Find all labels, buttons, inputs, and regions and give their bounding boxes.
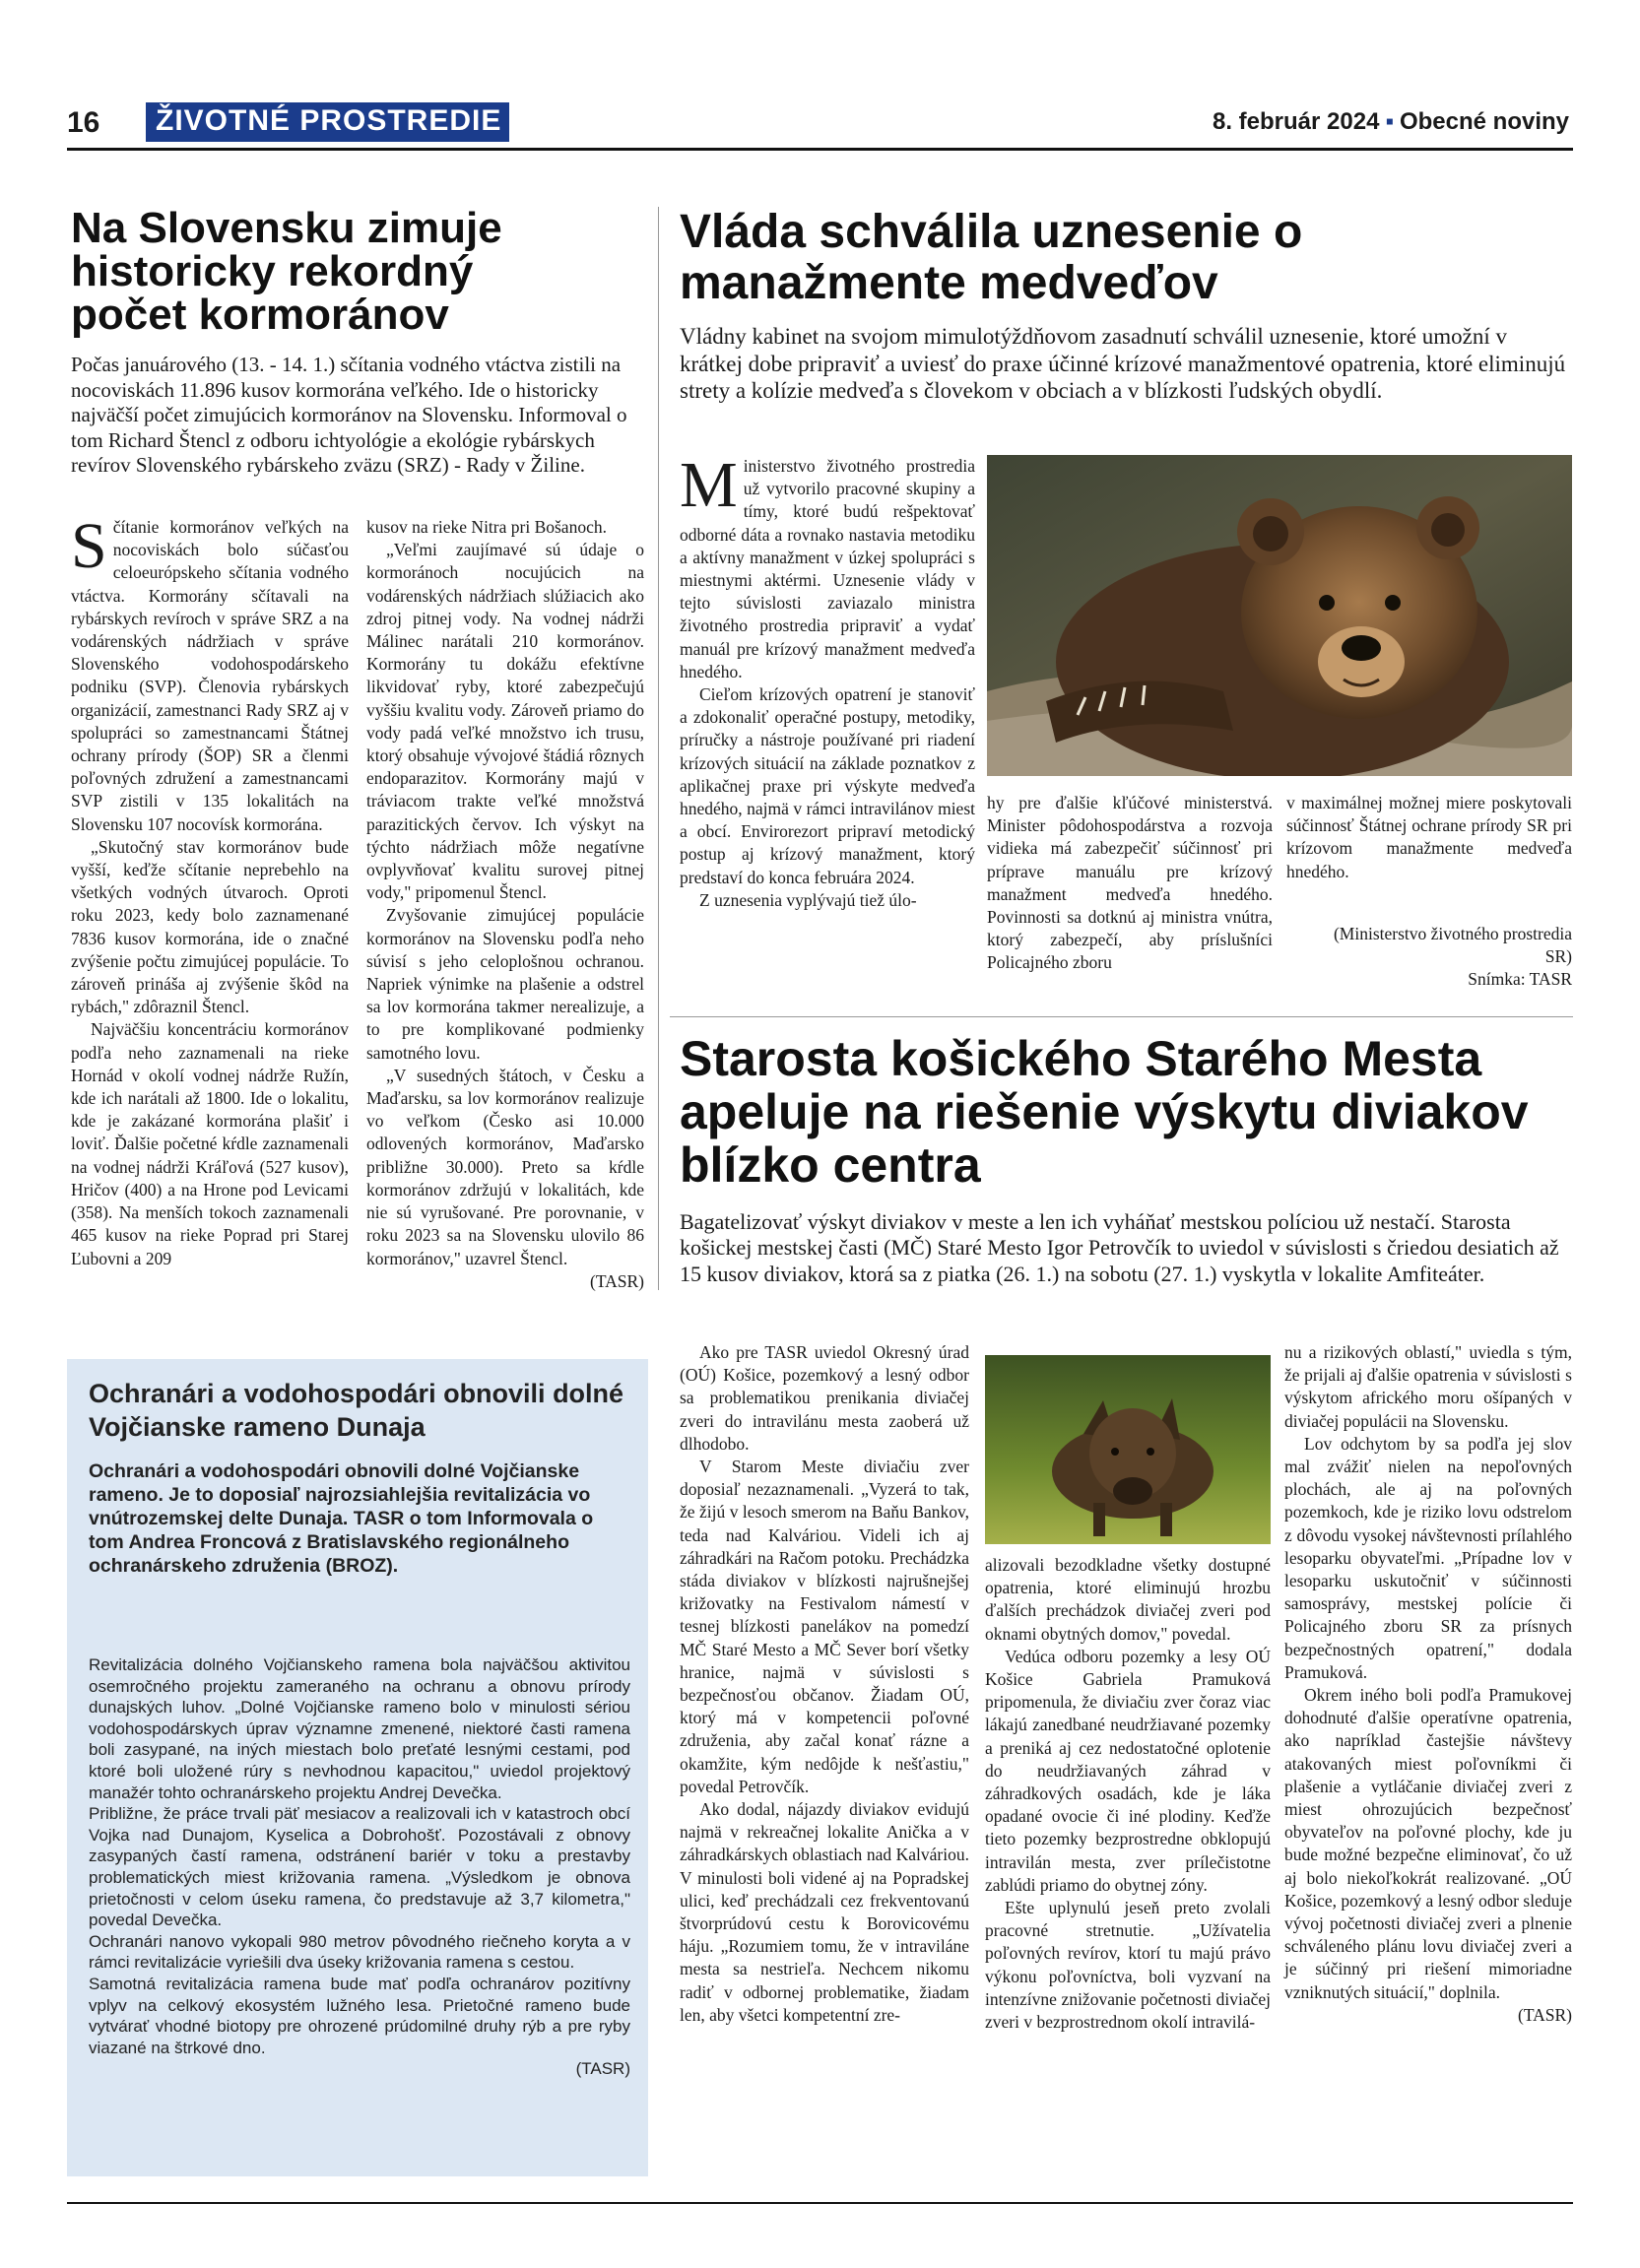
paragraph: V Starom Meste diviačiu zver doposiaľ nezaznamenali. „Vyzerá to tak, že žijú v lesoch smerom na Baňu Bankov, teda nad Kalváriou. Videli ich aj záhradkári na Račom potoku. Prechádzka stáda diviakov v blízkosti najrušnejšej križovatky na Festivalom námestí v tesnej blízkosti panelákov na pomedzí MČ Staré Mesto a MČ Sever borí všetky hranice, najmä v súvislosti s bezpečnosťou občanov. Žiadam OÚ, ktorý má v kompetencii poľovné združenia, aby začal konať rázne a okamžite, kým nedôjde k nešťastiu," povedal Petrovčík. [680, 1457, 969, 1796]
paragraph: Revitalizácia dolného Vojčianskeho ramena bola najväčšou aktivitou osemročného projektu zameraného na ochranu a obnovu prírody dunajských luhov. „Dolné Vojčianske rameno bolo v minulosti sériou vodohospodárskych úprav významne zmenené, niektoré časti ramena boli zasypané, na iných miestach bolo preťaté lesnými cestami, pod ktoré boli uložené rúry s nevhodnou kapacitou," uviedol projektový manažér tohto ochranárskeho projektu Andrej Devečka. [89, 1655, 630, 1802]
cormorant-lead: Počas januárového (13. - 14. 1.) sčítania vodného vtáctva zistili na nocoviskách 11.896 kusov kormorána veľkého. Ide o historicky najväčší počet zimujúcich kormoránov na Slovensku. Informoval o tom Richard Štencl z odboru ichtyológie a ekológie rybárskych revírov Slovenského rybárskeho zväzu (SRZ) - Rady v Žiline. [71, 353, 627, 478]
boar-column-3 [1284, 1341, 1572, 2027]
cormorant-headline: Na Slovensku zimuje historicky rekordný počet kormoránov [71, 204, 502, 339]
issue-date: 8. február 2024 [1213, 108, 1380, 135]
paragraph: čítanie kormoránov veľkých na nocoviskách bolo súčasťou celoeurópskeho sčítania vodného vtáctva. Kormorány sčítavali na rybárskych revíroch v správe SRZ a na vodárenských nádržiach v správe Slovenského vodohospodárskeho podniku (SVP). Členovia rybárskych organizácií, zamestnanci Rady SRZ aj v spolupráci so zamestnancami Štátnej ochrany prírody (ŠOP) SR a členmi poľovných združení a zamestnancami SVP zistili v 135 lokalitách na Slovensku 107 nocovísk kormorána. [71, 517, 349, 834]
footer-rule [67, 2202, 1573, 2204]
drop-cap: M [680, 449, 738, 521]
page-number: 16 [67, 106, 100, 139]
drop-cap: S [71, 510, 107, 582]
box-body [89, 1654, 630, 2080]
boar-column-2 [985, 1554, 1271, 2034]
paragraph: Ochranári nanovo vykopali 980 metrov pôvodného riečneho koryta a v rámci revitalizácie vyriešili dva úseky križovania ramena s cestou. [89, 1931, 630, 1973]
header-rule [67, 148, 1573, 151]
paragraph: alizovali bezodkladne všetky dostupné opatrenia, ktoré eliminujú hrozbu ďalších prechádzok diviačej zveri pod oknami obytných domov," povedal. [985, 1555, 1271, 1644]
cormorant-column-2 [366, 516, 644, 1293]
boar-lead: Bagatelizovať výskyt diviakov v meste a len ich vyháňať mestskou políciou už nestačí. Starosta košickej mestskej časti (MČ) Staré Mesto Igor Petrovčík to uviedol v súvislosti s čriedou desiatich až 15 kusov diviakov, ktorá sa z piatka (26. 1.) na sobotu (27. 1.) vyskytla v lokalite Amfiteáter. [680, 1209, 1559, 1286]
boar-column-1 [680, 1341, 969, 2027]
dunaj-box [67, 1359, 648, 2176]
paragraph: Lov odchytom by sa podľa jej slov mal zvážiť nielen na nepoľovných plochách, ale aj na poľovných pozemkoch, kde je riziko lovu odstrelom z dôvodu vysokej návštevnosti prílahlého lesoparku obyvateľmi. „Prípadne lov v lesoparku uskutočniť v súčinnosti samosprávy, mestskej polície či Policajného zboru SR za prísnych bezpečnostných opatrení," dodala Pramuková. [1284, 1433, 1572, 1682]
section-rubric: ŽIVOTNÉ PROSTREDIE [146, 102, 509, 142]
bear-photo [987, 455, 1572, 776]
bear-column-2 [987, 792, 1273, 975]
credit-photo: Snímka: TASR [1468, 969, 1572, 990]
paragraph: „Skutočný stav kormoránov bude vyšší, keďže sčítanie neprebehlo na všetkých vodných útvaroch. Oproti roku 2023, kedy bolo zaznamenané 7836 kusov kormorána, ide o značné zvýšenie počtu zimujúcej populácie. To zároveň prináša aj zvýšenie škôd na rybách," zdôraznil Štencl. [71, 836, 349, 1017]
box-headline: Ochranári a vodohospodári obnovili dolné Vojčianske rameno Dunaja [89, 1379, 624, 1442]
bear-column-1 [680, 449, 975, 912]
bear-column-3 [1286, 792, 1572, 991]
paragraph: Ešte uplynulú jeseň preto zvolali pracovné stretnutie. „Užívatelia poľovných revírov, ktorí tu majú právo výkonu poľovníctva, boli vyzvaní na intenzívne znižovanie početnosti diviačej zveri v bezprostrednom okolí intravilá- [985, 1898, 1271, 2033]
boar-photo [985, 1355, 1271, 1544]
paragraph: Ako pre TASR uviedol Okresný úrad (OÚ) Košice, pozemkový a lesný odbor sa problematikou prenikania diviačej zveri do intravilánu mesta zaoberá už dlhodobo. [680, 1342, 969, 1454]
boar-headline: Starosta košického Starého Mesta apeluje na riešenie výskytu diviakov blízko centra [680, 1031, 1529, 1193]
paragraph: hy pre ďalšie kľúčové ministerstvá. Minister pôdohospodárstva a rozvoja vidieka má zabezpečiť súčinnosť pri príprave manuálu pre krízový manažment medveďa hnedého. Povinnosti sa dotknú aj ministra vnútra, ktorý zabezpečí, aby príslušníci Policajného zboru [987, 793, 1273, 973]
paragraph: Najväčšiu koncentráciu kormoránov podľa neho zaznamenali na rieke Hornád v okolí vodnej nádrže Ružín, kde ich narátali až 1800. Ide o lokalitu, kde je zakázané kormorána plašiť i loviť. Ďalšie početné kŕdle zaznamenali na vodnej nádrži Kráľová (527 kusov), Hričov (400) a na Hrone pod Levicami (358). Na menších tokoch zaznamenali 465 kusov na rieke Poprad pri Starej Ľubovni a 209 [71, 1019, 349, 1268]
paragraph: Samotná revitalizácia ramena bude mať podľa ochranárov pozitívny vplyv na celkový ekosystém lužného lesa. Prietočné rameno bude vytvárať vhodné biotopy pre ohrozené prúdomilné druhy rýb a pre ryby viazané na štrkové dno. [89, 1974, 630, 2057]
paragraph: Ako dodal, nájazdy diviakov evidujú najmä v rekreačnej lokalite Anička a v záhradkárskych oblastiach nad Kalváriou. V minulosti boli videné aj na Popradskej ulici, keď prechádzali cez frekventovanú štvorprúdovú cestu k Borovicovému háju. „Rozumiem tomu, že v intraviláne mesta sa nestrieľa. Nechcem nikomu radiť v odbornej problematike, žiadam len, aby všetci kompetentní zre- [680, 1799, 969, 2025]
column-divider [658, 207, 659, 1290]
issue-separator: ▪ [1385, 108, 1394, 135]
cormorant-column-1 [71, 510, 349, 1270]
paragraph: Cieľom krízových opatrení je stanoviť a zdokonaliť operačné postupy, metodiky, príručky a nástroje používané pri riadení krízových situácií na základe poznatkov z aplikačnej praxe pri výskyte medveďa hnedého, najmä v rámci intravilánov miest a obcí. Envirorezort pripraví metodický postup aj krízový manažment, ktorý predstaví do konca februára 2024. [680, 684, 975, 887]
bear-lead: Vládny kabinet na svojom mimulotýždňovom zasadnutí schválil uznesenie, ktoré umožní v krátkej dobe pripraviť a uviesť do praxe účinné krízové manažmentové opatrenia, ktoré eliminujú strety a kolízie medveďa s človekom v obciach a v blízkosti ľudských obydlí. [680, 324, 1566, 404]
paragraph: Približne, že práce trvali päť mesiacov a realizovali ich v katastroch obcí Vojka nad Dunajom, Kyselica a Dobrohošť. Pozostávali z obnovy zasypaných častí ramena, odstránení bariér v toku a prestavby problematických miest križovania ramena. „Výsledkom je obnova prietočnosti v celom úseku ramena, čo predstavuje až 3,7 kilometra," povedal Devečka. [89, 1804, 630, 1930]
paragraph: „Veľmi zaujímavé sú údaje o kormoránoch nocujúcich na vodárenských nádržiach slúžiacich ako zdroj pitnej vody. Na vodnej nádrži Málinec narátali 210 kormoránov. Kormorány tu dokážu efektívne likvidovať ryby, ktoré zabezpečujú vyššiu kvalitu vody. Zároveň priamo do vody padá veľké množstvo ich trusu, ktorý obsahuje vývojové štádiá rôznych endoparazitov. Kormorány majú v tráviacom trakte veľké množstvá parazitických červov. Ich výskyt na týchto nádržiach môže negatívne ovplyvňovať kvalitu surovej pitnej vody," pripomenul Štencl. [366, 540, 644, 903]
credit-source: (Ministerstvo životného prostredia SR) [1333, 923, 1572, 967]
paragraph: Zvyšovanie zimujúcej populácie kormoránov na Slovensku podľa neho súvisí s jeho celoplošnou ochranou. Napriek výnimke na plašenie a odstrel sa lov kormorána takmer nerealizuje, a to pre komplikované podmienky samotného lovu. [366, 905, 644, 1063]
bear-illustration [987, 455, 1572, 776]
credit: (TASR) [590, 1270, 644, 1291]
paragraph: Okrem iného boli podľa Pramukovej dohodnuté ďalšie operatívne opatrenia, ako napríklad častejšie návštevy atakovaných miest poľovníkmi či plašenie a vytláčanie diviačej zveri z miest ohrozujúcich bezpečnosť obyvateľov na poľovné plochy, kde ju bude možné bezpečne eliminovať, čo už aj bolo niekoľkokrát realizované. „OÚ Košice, pozemkový a lesný odbor sleduje vývoj početnosti diviačej zveri a plnenie schváleného plánu lovu diviačej zveri a je súčinný pri riešení mimoriadne vzniknutých situácií," doplnila. [1284, 1685, 1572, 2002]
paragraph: inisterstvo životného prostredia už vytvorilo pracovné skupiny a tímy, ktoré budú rešpektovať odborné dáta a rovnako nastavia metodiku a aktívny manažment v úzkej spolupráci s miestnymi aktérmi. Uznesenie vlády v tejto súvislosti zaviazalo ministra životného prostredia pripraviť a vydať manuál pre krízový manažment medveďa hnedého. [680, 456, 975, 681]
issue-info [1213, 108, 1569, 136]
paragraph: v maximálnej možnej miere poskytovali súčinnosť Štátnej ochrane prírody SR pri krízovom manažmente medveďa hnedého. [1286, 793, 1572, 881]
paragraph: nu a rizikových oblastí," uviedla s tým, že prijali aj ďalšie opatrenia v súvislosti s výskytom afrického moru ošípaných v diviačej populácii na Slovensku. [1284, 1342, 1572, 1431]
paragraph: kusov na rieke Nitra pri Bošanoch. [366, 517, 607, 537]
credit: (TASR) [575, 2059, 630, 2079]
publication-name: Obecné noviny [1399, 108, 1569, 135]
bear-headline: Vláda schválila uznesenie o manažmente medveďov [680, 206, 1303, 309]
section-divider [670, 1016, 1573, 1017]
credit: (TASR) [1518, 2004, 1572, 2025]
paragraph: Vedúca odboru pozemky a lesy OÚ Košice Gabriela Pramuková pripomenula, že diviačiu zver čoraz viac lákajú zanedbané neudržiavané pozemky a preniká aj cez nedostatočné oplotenie do neudržiavaných záhrad v záhradkových osadách, kde je láka opadané ovocie či iné plodiny. Keďže tieto pozemky bezprostredne obklopujú intravilán mesta, zver prílečistotne zablúdi priamo do obytnej zóny. [985, 1646, 1271, 1895]
paragraph: Z uznesenia vyplývajú tiež úlo- [699, 889, 917, 910]
paragraph: „V susedných štátoch, v Česku a Maďarsku, sa lov kormoránov realizuje vo veľkom (Česko asi 10.000 odlovených kormoránov, Maďarsko približne 30.000). Preto sa kŕdle kormoránov zdržujú v lokalitách, kde nie sú vyrušované. Pre porovnanie, v roku 2023 sa na Slovensku ulovilo 86 kormoránov," uzavrel Štencl. [366, 1065, 644, 1268]
boar-illustration [985, 1355, 1271, 1544]
box-lead: Ochranári a vodohospodári obnovili dolné Vojčianske rameno. Je to doposiaľ najrozsiahlejšia revitalizácia vo vnútrozemskej delte Dunaja. TASR o tom Informovala o tom Andrea Froncová z Bratislavského regionálneho ochranárskeho združenia (BROZ). [89, 1460, 594, 1577]
